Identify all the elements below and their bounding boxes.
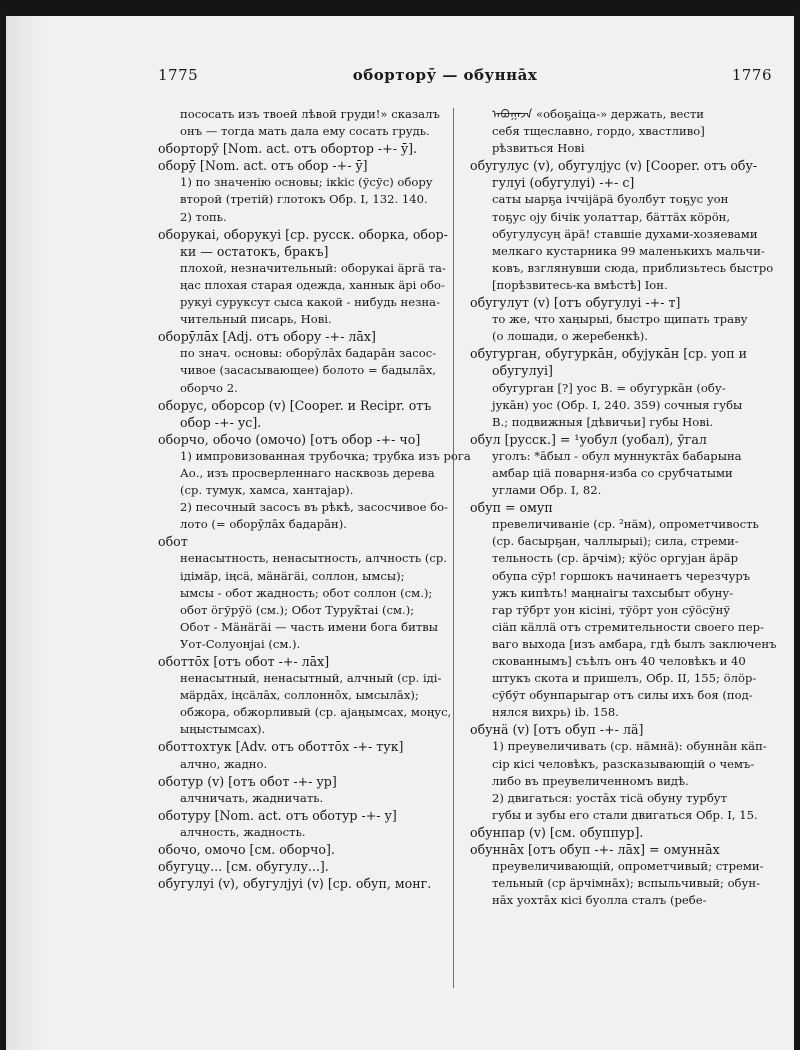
entry-headword-line: обунä (v) [отъ обуп -+- лä] [470, 722, 644, 738]
entry-headword-line: оборторӯ [Nom. act. отъ обортор -+- ȳ]. [158, 141, 418, 157]
entry-text-line: ңас плохая старая одежда, ханнык äрі обо- [180, 277, 445, 292]
entry-headword-line: обуп = омуп [470, 500, 553, 516]
running-title: оборторӯ — обуннāх [352, 66, 538, 84]
entry-headword-line: оборчо, обочо (омочо) [отъ обор -+- чо] [158, 431, 421, 447]
entry-text-line: мелкаго кустарника 99 маленькихъ мальчи- [492, 243, 765, 258]
entry-text-line: ᠠᠪᠤᠭᠠᠵᠠ «обоҕаіца-» держать, вести [492, 107, 705, 121]
entry-text-line: мäрдāх, іңсäлāх, соллоннōх, ымсылāх); [180, 688, 419, 703]
entry-text-line: алчность, жадность. [180, 824, 306, 839]
entry-text-line: 2) песочный засосъ въ рѣкѣ, засосчивое бо- [180, 500, 449, 515]
entry-text-line: Ао., изъ просверленнаго насквозь дерева [180, 465, 435, 480]
entry-text-line: саты ыарҕа іччіјäрä буолбут тоҕус уон [492, 192, 729, 207]
entry-text-line: 1) импровизованная трубочка; трубка изъ рога [180, 448, 471, 463]
entry-text-line: по знач. основы: оборȳлāх бадарāн засос- [180, 346, 437, 361]
entry-text-line: 2) двигаться: уостāх тісä обуну турбут [492, 790, 728, 805]
entry-text-line: ымсы - обот жадность; обот соллон (см.); [180, 585, 433, 600]
entry-text-line: В.; подвижныя [дѣвичьи] губы Нові. [492, 414, 714, 429]
entry-text-line: то же, что хаңырыі, быстро щипать траву [492, 312, 748, 327]
entry-text-line: нāх уохтāх кісі буолла сталъ (ребе- [492, 893, 707, 908]
entry-headword-line: оботтохтук [Adv. отъ оботтōх -+- тук] [158, 739, 404, 755]
entry-text-line: ыңыстымсах). [180, 722, 266, 737]
entry-text-line: алчничать, жадничать. [180, 790, 324, 805]
entry-text-line: пососать изъ твоей лѣвой груди!» сказалъ [180, 107, 440, 121]
entry-headword-line: оборукаі, оборукуі [ср. русск. оборка, обор- [158, 226, 448, 242]
entry-headword-line: обугулут (v) [отъ обугулуі -+- т] [470, 295, 681, 311]
entry-text-line: амбар ціä поварня-изба со срубчатыми [492, 465, 733, 480]
page-number-left: 1775 [158, 66, 199, 84]
entry-headword-line: обуннāх [отъ обуп -+- лāх] = омуннāх [470, 842, 720, 858]
entry-text-line: обжора, обжорливый (ср. ајаңымсах, моңус, [180, 705, 452, 720]
entry-headword-line: оботур (v) [отъ обот -+- ур] [158, 773, 337, 789]
entry-text-line: углами Обр. I, 82. [492, 483, 602, 498]
entry-text-line: сір кісі человѣкъ, разсказывающій о чемъ- [492, 756, 755, 771]
entry-text-line: чивое (засасывающее) болото = бадылāх, [180, 363, 437, 378]
entry-headword-line: обугуцу... [см. обугулу...]. [158, 859, 329, 875]
entry-text-line: скованнымъ] съѣлъ онъ 40 человѣкъ и 40 [492, 654, 746, 668]
entry-text-line: обугурган [?] уос В. = обугуркāн (обу- [492, 380, 726, 395]
entry-text-line: гар тўбрт уон кісіні, тўöрт уон сўöсўнў [492, 602, 731, 617]
entry-text-line: ваго выхода [изъ амбара, гдѣ былъ заключенъ [492, 636, 777, 651]
entry-headword-line: обугулус (v), обугулјус (v) [Cooper. отъ обу- [470, 158, 758, 174]
entry-text-line: алчно, жадно. [180, 756, 268, 771]
entry-headword-line: оборȳ [Nom. act. отъ обор -+- ȳ] [158, 158, 368, 174]
entry-text-line: лото (= оборȳлāх бадарāн). [180, 517, 347, 532]
entry-text-line: обот öгўрўö (см.); Обот Турук̃таі (см.); [180, 602, 415, 617]
entry-text-line: ужъ кипѣть! маңнаігы тахсыбыт обуну- [492, 585, 734, 600]
entry-text-line: 1) по значенію основы; ікkіс (ўсўс) обору [180, 175, 433, 190]
scan-shadow [6, 16, 46, 1050]
entry-text-line: Обот - Мäнäгäі — часть имени бога битвы [180, 619, 438, 634]
entry-headword-line: обочо, омочо [см. оборчо]. [158, 842, 335, 858]
entry-text-line: (ср. тумук, хамса, хантајар). [180, 483, 354, 498]
entry-text-line: јукāн) уос (Обр. I, 240. 359) сочныя губы [492, 397, 743, 412]
entry-text-line: тельность (ср. äрчім); кÿöс оргујан äрäр [492, 551, 739, 566]
entry-headword-line: обугурган, обугуркāн, обујукāн [ср. уоп и [470, 346, 748, 362]
entry-text-line: уголъ: *āбыл - обул муннуктāх бабарына [492, 448, 742, 463]
left-column [158, 106, 471, 892]
entry-headword-line: обул [русск.] = ¹уобул (уобал), ӯгал [470, 431, 707, 447]
entry-headword-line: обугулуі (v), обугулјуі (v) [ср. обуп, монг. [158, 876, 432, 892]
entry-text-line: ковъ, взглянувши сюда, приблизьтесь быстро [492, 260, 774, 275]
entry-text-line: [порѣзвитесь-ка вмѣстѣ] Іон. [492, 277, 668, 292]
entry-text-line: штукъ скота и пришелъ, Обр. II, 155; öлöр- [492, 671, 757, 686]
entry-text-line: плохой, незначительный: оборукаі äргä та- [180, 260, 446, 275]
entry-text-line: ки — остатокъ, бракъ] [180, 243, 329, 259]
entry-text-line: оборчо 2. [180, 380, 238, 395]
entry-text-line: либо въ преувеличенномъ видѣ. [492, 773, 689, 788]
entry-text-line: тоҕус оју бічік уолаттар, бäттäх кöрöн, [492, 209, 731, 224]
entry-text-line: (о лошади, о жеребенкѣ). [492, 329, 648, 344]
entry-text-line: сіäп кäллä отъ стремительности своего пер- [492, 619, 764, 634]
entry-text-line: 2) топь. [180, 209, 227, 224]
entry-text-line: (ср. басырҕан, чаллырыі); сила, стреми- [492, 534, 739, 549]
entry-text-line: онъ — тогда мать дала ему сосать грудь. [180, 124, 430, 139]
entry-headword-line: обунпар (v) [см. обуппур]. [470, 824, 644, 840]
entry-text-line: превеличиваніе (ср. ²нäм), опрометчивость [492, 517, 759, 532]
entry-text-line: преувеличивающій, опрометчивый; стреми- [492, 859, 764, 874]
entry-headword-line: оботуру [Nom. act. отъ оботур -+- у] [158, 807, 397, 823]
entry-text-line: рѣзвиться Нові [492, 141, 585, 156]
entry-text-line: рукуі суруксут сыса какой - нибудь незна- [180, 295, 440, 310]
entry-text-line: обугулуі] [492, 363, 553, 379]
entry-text-line: ідімäр, іңсä, мäнäгäі, соллон, ымсы); [180, 568, 405, 583]
entry-text-line: Уот-Солуонјаі (см.). [180, 636, 301, 651]
entry-text-line: второй (третій) глотокъ Обр. I, 132. 140. [180, 192, 428, 207]
entry-text-line: гулуі (обугулуі) -+- с] [492, 175, 635, 191]
entry-text-line: обор -+- ус]. [180, 414, 262, 430]
entry-headword-line: обот [158, 534, 188, 550]
entry-headword-line: оботтōх [отъ обот -+- лāх] [158, 654, 330, 669]
entry-text-line: чительный писарь, Нові. [180, 312, 332, 327]
entry-text-line: тельный (ср äрчімнāх); вспыльчивый; обун- [492, 876, 761, 891]
entry-text-line: обугулусуң äрä! ставшіе духами-хозяевами [492, 226, 758, 241]
entry-text-line: 1) преувеличивать (ср. нäмнä): обуннāн кäп- [492, 739, 767, 754]
right-column [470, 106, 777, 909]
entry-text-line: ненасытный, ненасытный, алчный (ср. іді- [180, 671, 442, 686]
entry-text-line: обупа сўр! горшокъ начинаетъ черезчуръ [492, 568, 751, 583]
entry-headword-line: оборус, оборсор (v) [Cooper. и Recipr. отъ [158, 397, 432, 413]
entry-text-line: сўбўт обунпарыгар отъ силы ихъ боя (под- [492, 688, 753, 703]
entry-text-line: себя тщеславно, гордо, хвастливо] [492, 124, 705, 139]
entry-text-line: нялся вихрь) ib. 158. [492, 705, 619, 720]
column-divider [453, 108, 454, 988]
entry-headword-line: оборȳлāх [Adj. отъ обору -+- лāх] [158, 329, 376, 345]
entry-text-line: ненасытность, ненасытность, алчность (ср. [180, 551, 447, 566]
page-number-right: 1776 [731, 66, 772, 84]
entry-text-line: губы и зубы его стали двигаться Обр. I, 15. [492, 807, 758, 822]
